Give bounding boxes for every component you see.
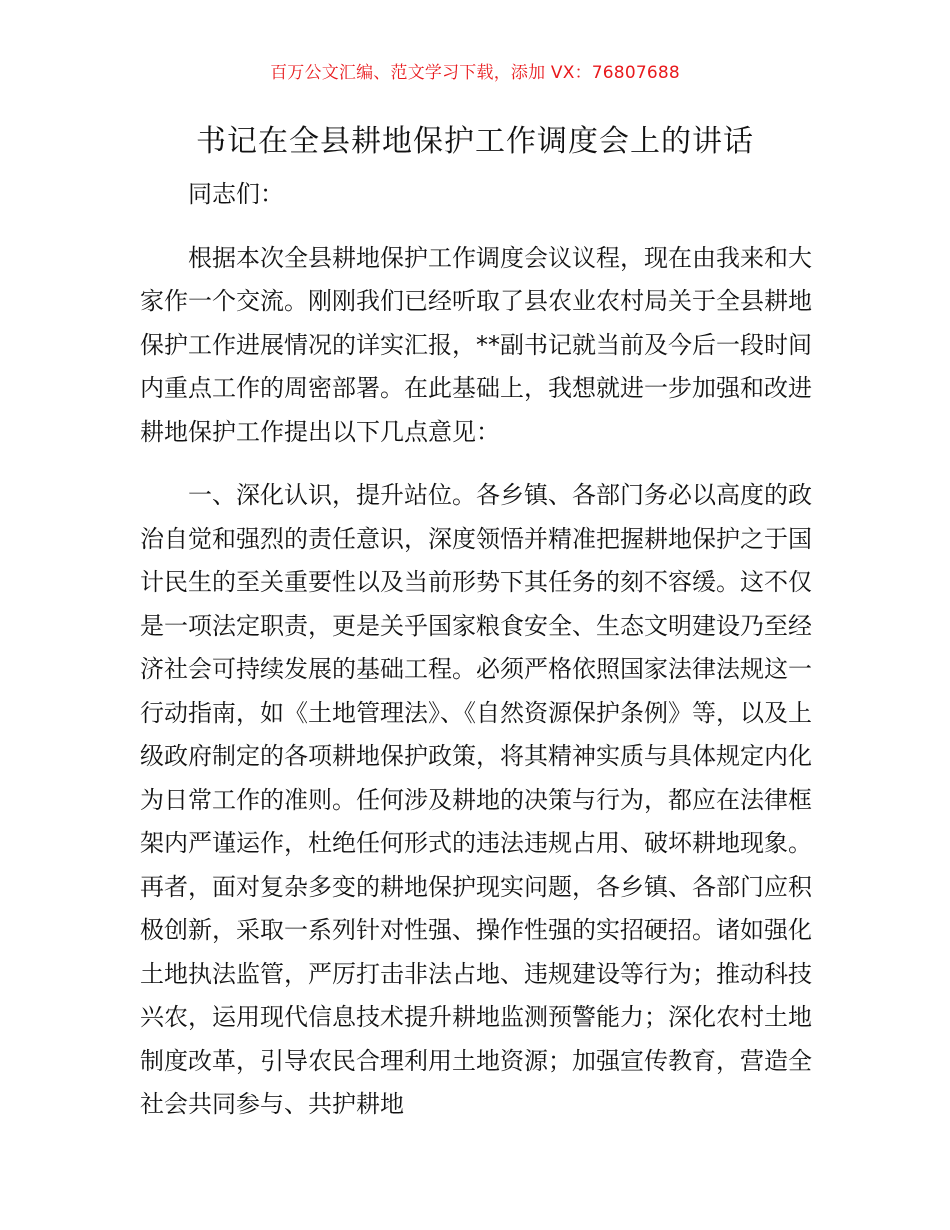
paragraph: 根据本次全县耕地保护工作调度会议议程，现在由我来和大家作一个交流。刚刚我们已经听取了县农业农村局关于全县耕地保护工作进展情况的详实汇报，**副书记就当前及今后一段时间内重点工作的周密部署。在此基础上，我想就进一步加强和改进耕地保护工作提出以下几点意见： <box>140 243 812 446</box>
paragraph: 一、深化认识，提升站位。各乡镇、各部门务必以高度的政治自觉和强烈的责任意识，深度领悟并精准把握耕地保护之于国计民生的至关重要性以及当前形势下其任务的刻不容缓。这不仅是一项法定职责，更是关乎国家粮食安全、生态文明建设乃至经济社会可持续发展的基础工程。必须严格依照国家法律法规这一行动指南，如《土地管理法》、《自然资源保护条例》等，以及上级政府制定的各项耕地保护政策，将其精神实质与具体规定内化为日常工作的准则。任何涉及耕地的决策与行为，都应在法律框架内严谨运作，杜绝任何形式的违法违规占用、破坏耕地现象。再者，面对复杂多变的耕地保护现实问题，各乡镇、各部门应积极创新，采取一系列针对性强、操作性强的实招硬招。诸如强化土地执法监管，严厉打击非法占地、违规建设等行为；推动科技兴农，运用现代信息技术提升耕地监测预警能力；深化农村土地制度改革，引导农民合理利用土地资源；加强宣传教育，营造全社会共同参与、共护耕地 <box>140 481 812 1118</box>
header-note: 百万公文汇编、范文学习下载，添加 VX：76807688 <box>270 63 680 83</box>
page-title: 书记在全县耕地保护工作调度会上的讲话 <box>196 124 754 159</box>
greeting: 同志们： <box>188 180 284 208</box>
document-body <box>140 173 812 1147</box>
